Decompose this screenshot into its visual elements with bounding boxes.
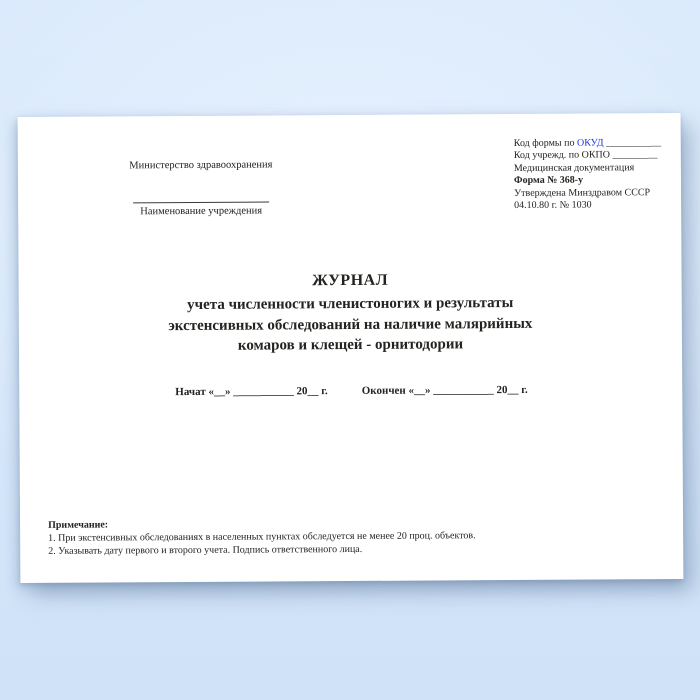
dates-row	[175, 384, 528, 398]
notes-label: Примечание:	[48, 519, 109, 531]
okud-prefix: Код формы по	[513, 137, 577, 149]
form-codes-block	[514, 137, 676, 212]
approved-date: 04.10.80 г. № 1030	[514, 199, 592, 212]
started-field: Начат «__» ___________ 20__ г.	[175, 385, 328, 399]
okpo-line: Код учрежд. по ОКПО _________	[513, 149, 658, 162]
finished-field: Окончен «__» ___________ 20__ г.	[361, 383, 528, 397]
form-number: Форма № 368-у	[513, 174, 584, 187]
institution-label: Наименование учреждения	[140, 205, 263, 218]
ministry-block	[115, 158, 287, 218]
document-page	[18, 113, 684, 583]
institution-fill-line	[133, 201, 269, 203]
notes-block	[48, 516, 476, 558]
ministry-name: Министерство здравоохранения	[129, 159, 273, 172]
okud-line	[514, 137, 676, 150]
page-subtitle-line: комаров и клещей - орнитодории	[237, 336, 464, 354]
approved-by: Утверждена Минздравом СССР	[514, 186, 651, 199]
doc-type: Медицинская документация	[513, 162, 635, 174]
title-block	[19, 270, 682, 358]
note-item: 1. При экстенсивных обследованиях в населенных пунктах обследуется не менее 20 проц. объектов.	[48, 530, 476, 544]
note-item: 2. Указывать дату первого и второго учета. Подпись ответственного лица.	[48, 543, 363, 557]
okud-link[interactable]: ОКУД	[576, 137, 604, 149]
page-subtitle-line: экстенсивных обследований на наличие малярийных	[168, 315, 533, 334]
page-title: ЖУРНАЛ	[312, 271, 389, 290]
okud-blank: ___________	[603, 137, 662, 149]
page-subtitle-line: учета численности членистоногих и результаты	[187, 295, 514, 313]
